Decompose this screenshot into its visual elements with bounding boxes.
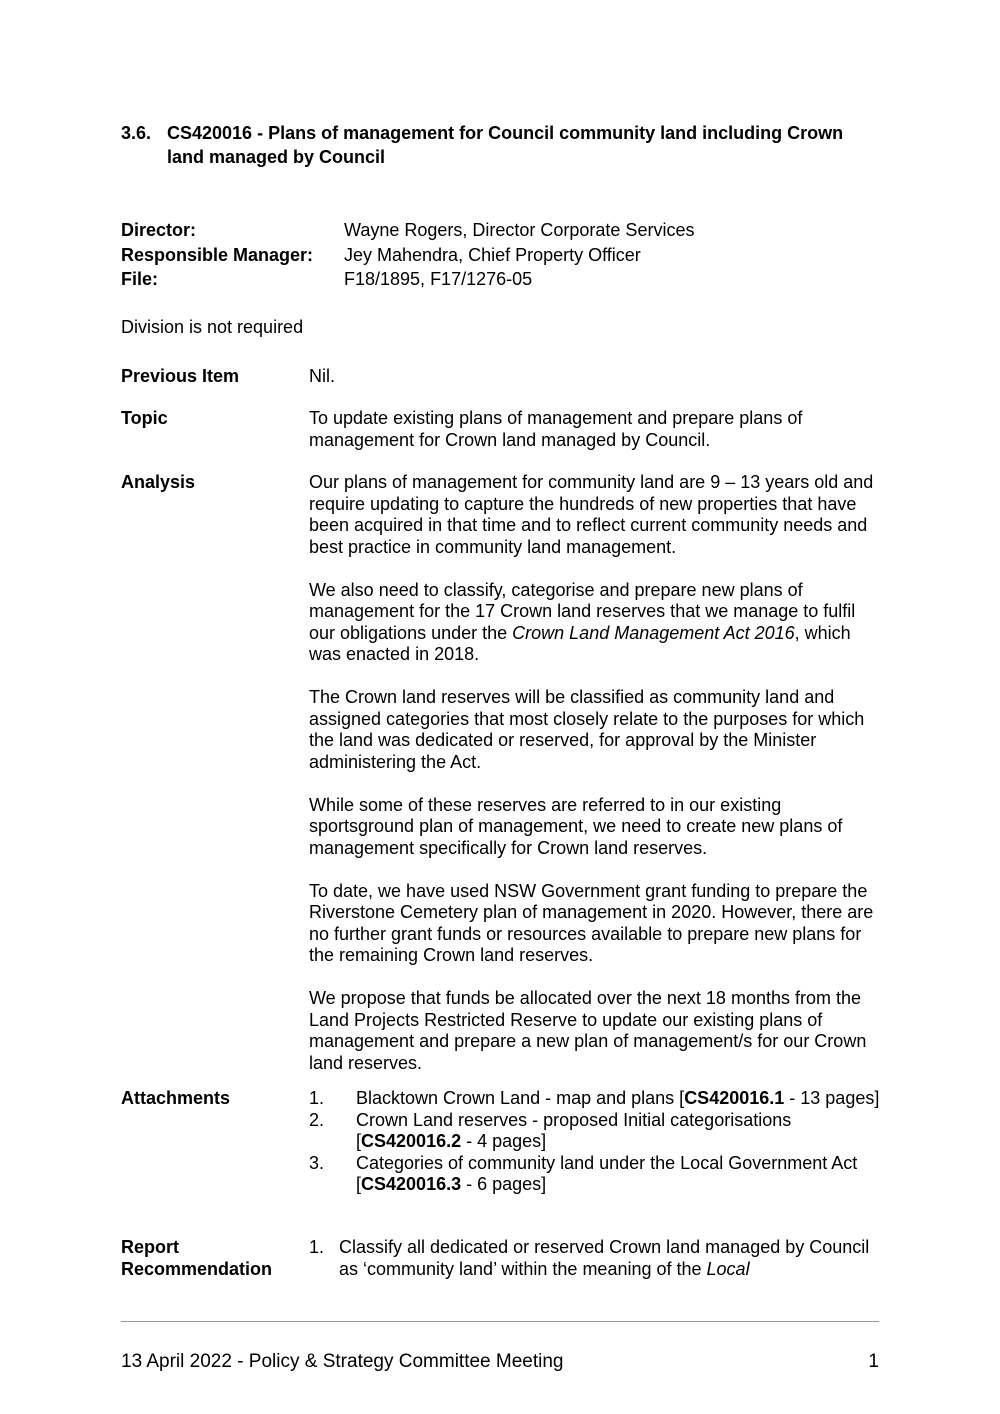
attachment-code: CS420016.3: [361, 1174, 462, 1194]
division-note: Division is not required: [121, 317, 304, 337]
attachment-code: CS420016.2: [361, 1131, 462, 1151]
topic-value: To update existing plans of management and prepare plans of management for Crown land managed by Council.: [309, 408, 803, 450]
director-row: [121, 218, 694, 243]
previous-item-value: Nil.: [309, 366, 335, 386]
attachment-item[interactable]: 1. Blacktown Crown Land - map and plans [CS420016.1 - 13 pages]: [309, 1088, 880, 1108]
recommendation-label: Report Recommendation: [121, 1237, 273, 1279]
topic-section: [121, 408, 881, 451]
analysis-paragraph-6: We propose that funds be allocated over the next 18 months from the Land Projects Restricted Reserve to update our existing plans of management and prepare a new plan of management/s for our Crown land reserves.: [309, 988, 867, 1073]
analysis-paragraph-3: The Crown land reserves will be classified as community land and assigned categories that most closely relate to the purposes for which the land was dedicated or reserved, for approval by the Minister administering the Act.: [309, 687, 865, 772]
previous-item-label: Previous Item: [121, 366, 240, 386]
manager-row: [121, 243, 694, 268]
attachment-item[interactable]: 3. Categories of community land under the Local Government Act [CS420016.3 - 6 pages]: [309, 1152, 858, 1194]
file-value: F18/1895, F17/1276-05: [344, 269, 533, 289]
manager-value: Jey Mahendra, Chief Property Officer: [344, 244, 641, 265]
director-value: Wayne Rogers, Director Corporate Services: [344, 220, 695, 240]
manager-label: Responsible Manager:: [121, 244, 314, 265]
analysis-paragraph-1: Our plans of management for community land are 9 – 13 years old and require updating to capture the hundreds of new properties that have been acquired in that time and to reflect current community needs and best practice in community land management.: [309, 472, 874, 557]
item-title: CS420016 - Plans of management for Council community land including Crown land managed by Council: [167, 123, 844, 167]
item-meta: [121, 218, 694, 292]
topic-label: Topic: [121, 408, 168, 428]
act-name: Crown Land Management Act 2016: [512, 622, 795, 643]
file-row: [121, 267, 694, 292]
attachments-label: Attachments: [121, 1088, 231, 1108]
recommendation-item: 1. Classify all dedicated or reserved Crown land managed by Council as ‘community land’ within the meaning of the Local: [309, 1237, 870, 1279]
attachment-item[interactable]: 2. Crown Land reserves - proposed Initial categorisations [CS420016.2 - 4 pages]: [309, 1109, 792, 1151]
analysis-label: Analysis: [121, 472, 196, 492]
director-label: Director:: [121, 220, 197, 240]
analysis-paragraph-2: We also need to classify, categorise and prepare new plans of management for the 17 Crown land reserves that we manage to fulfil our obligations under the Crown Land Management Act 2016, which was enacted in 2018.: [309, 579, 856, 664]
recommendation-section: [121, 1237, 881, 1280]
attachments-list: [309, 1088, 881, 1196]
file-label: File:: [121, 269, 159, 289]
page-footer: [121, 1350, 879, 1374]
recommendation-list: [309, 1237, 881, 1280]
previous-item-section: [121, 366, 881, 388]
item-heading: [121, 121, 881, 169]
attachment-code: CS420016.1: [684, 1088, 785, 1108]
analysis-paragraph-5: To date, we have used NSW Government grant funding to prepare the Riverstone Cemetery plan of management in 2020. However, there are no further grant funds or resources available to prepare new plans for the remaining Crown land reserves.: [309, 880, 874, 965]
footer-meeting: 13 April 2022 - Policy & Strategy Committee Meeting: [121, 1351, 564, 1372]
footer-divider: [121, 1321, 879, 1322]
item-number: 3.6.: [121, 123, 152, 143]
analysis-section: [121, 472, 881, 1074]
attachments-section: [121, 1088, 881, 1196]
analysis-paragraph-4: While some of these reserves are referred to in our existing sportsground plan of management, we need to create new plans of management specifically for Crown land reserves.: [309, 794, 843, 858]
page-number: 1: [868, 1351, 879, 1372]
